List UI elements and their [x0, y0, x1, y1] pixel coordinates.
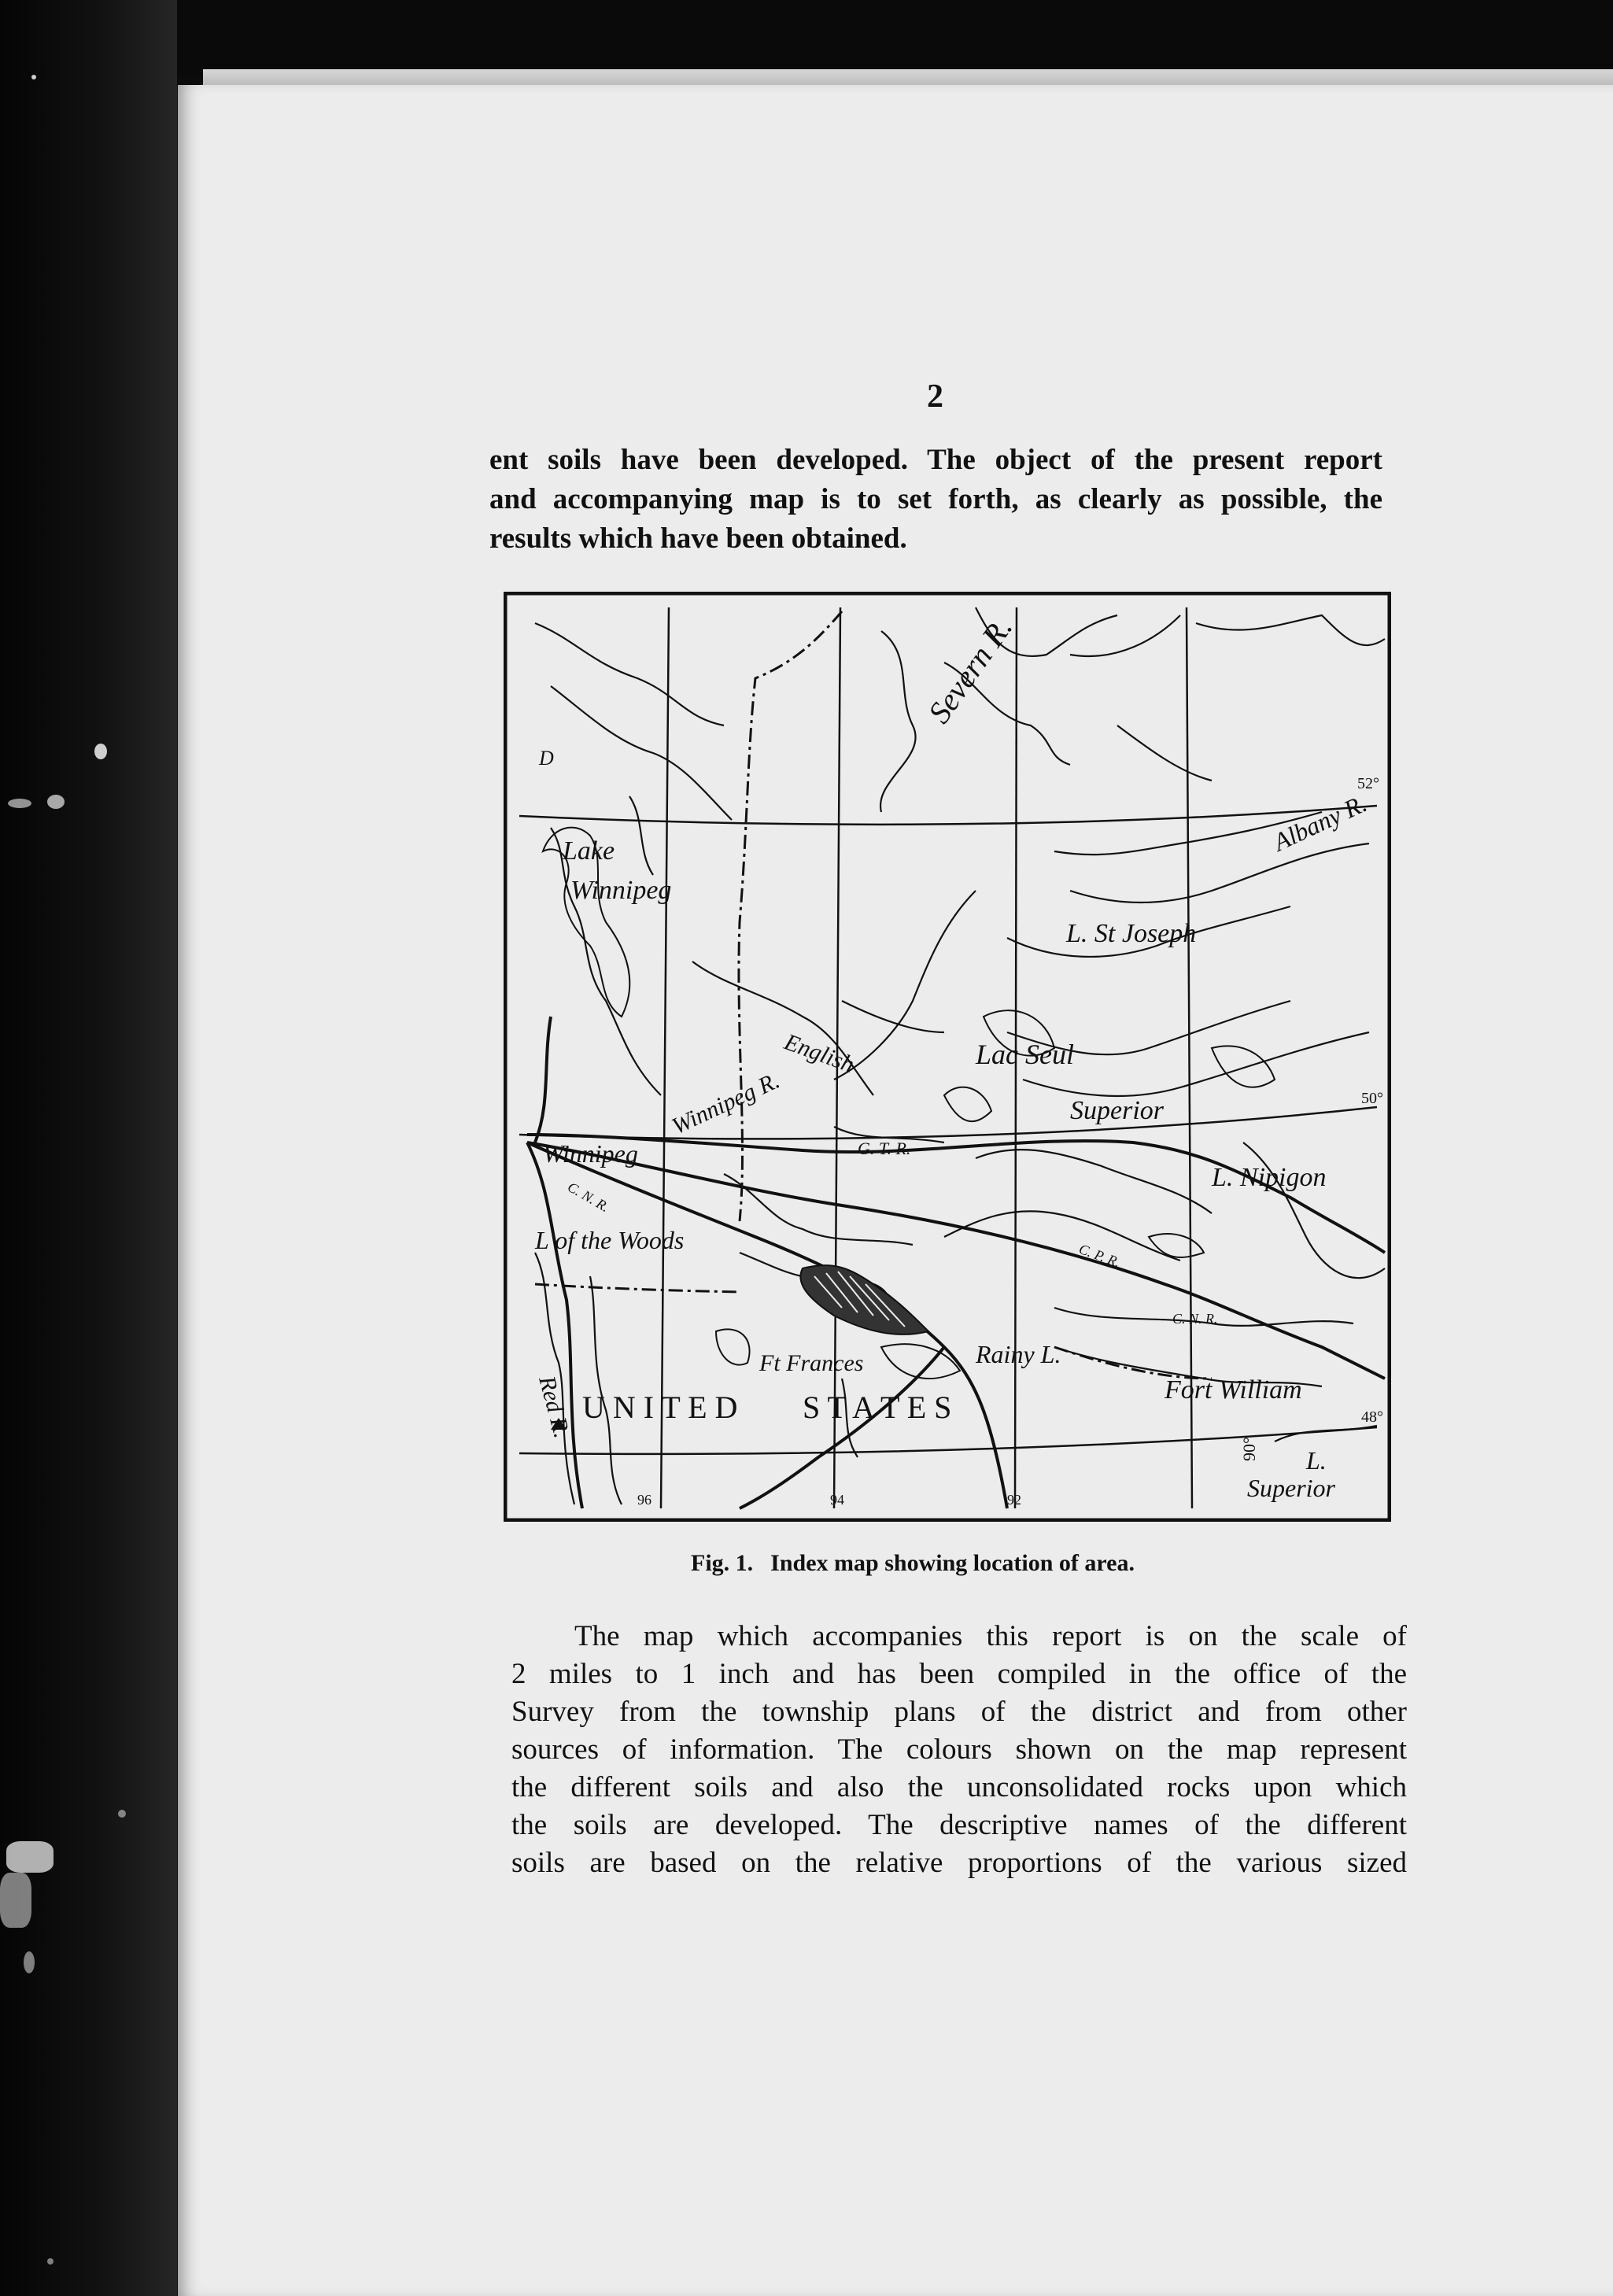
intro-line: and accompanying map is to set forth, as clearly as possible, the	[489, 483, 1382, 515]
label-fort-william: Fort William	[1165, 1375, 1302, 1405]
intro-paragraph	[489, 441, 1382, 559]
label-lake-st-joseph: L. St Joseph	[1066, 919, 1197, 948]
label-lake-nipigon: L. Nipigon	[1212, 1163, 1327, 1192]
body-line: Survey from the township plans of the district and from other	[511, 1696, 1407, 1728]
label-lac-seul: Lac Seul	[976, 1039, 1074, 1070]
label-lat-48: 48°	[1361, 1408, 1383, 1426]
page-number: 2	[927, 378, 943, 415]
dust-speck	[24, 1951, 35, 1973]
label-winnipeg-city: Winnipeg	[543, 1139, 638, 1168]
figure-caption-text: Index map showing location of area.	[770, 1550, 1135, 1576]
label-rainy-lake: Rainy L.	[976, 1340, 1061, 1368]
body-line: the soils are developed. The descriptive names of the different	[511, 1809, 1407, 1841]
body-line: the different soils and also the unconsolidated rocks upon which	[511, 1771, 1407, 1803]
label-fort-frances: Ft Frances	[759, 1350, 864, 1376]
scanner-top-band	[177, 0, 1613, 76]
dust-speck	[118, 1810, 126, 1818]
dust-speck	[6, 1841, 54, 1873]
label-superior-town: Superior	[1070, 1096, 1164, 1125]
label-lake: Lake	[563, 836, 615, 866]
label-winnipeg-lake: Winnipeg	[570, 876, 672, 905]
label-lon-90: 90°	[1239, 1437, 1259, 1461]
dust-speck	[31, 75, 36, 79]
label-l-superior: Superior	[1247, 1474, 1335, 1502]
label-lon-92: 92	[1007, 1492, 1021, 1508]
label-cnr-east: C. N. R.	[1172, 1311, 1218, 1327]
intro-line: ent soils have been developed. The object of the present report	[489, 444, 1382, 476]
index-map	[504, 592, 1391, 1522]
label-lon-96: 96	[637, 1492, 651, 1508]
label-winnipeg-river: Winnipeg R.	[668, 1067, 784, 1140]
label-lake-of-the-woods: L of the Woods	[535, 1226, 685, 1254]
body-line: soils are based on the relative proportions of the various sized	[511, 1847, 1407, 1879]
dust-speck	[47, 2258, 54, 2265]
body-line: sources of information. The colours shown on the map represent	[511, 1733, 1407, 1766]
dust-speck	[0, 1873, 31, 1928]
label-cnr-west: C. N. R.	[565, 1179, 612, 1216]
label-lat-52: 52°	[1357, 775, 1379, 792]
label-red-river: Red R.	[533, 1373, 575, 1441]
body-line: 2 miles to 1 inch and has been compiled in the office of the	[511, 1658, 1407, 1690]
label-english-river: English	[781, 1028, 858, 1078]
label-l-superior-prefix: L.	[1306, 1446, 1327, 1475]
label-lon-94: 94	[830, 1492, 844, 1508]
label-severn-river: Severn R.	[921, 610, 1020, 730]
label-lat-50: 50°	[1361, 1090, 1383, 1107]
dust-speck	[47, 795, 65, 809]
label-united: U N I T E D	[582, 1390, 738, 1425]
figure-caption	[691, 1550, 1135, 1577]
label-cpr: C. P. R.	[1076, 1240, 1123, 1271]
label-d-mark: D	[539, 747, 554, 770]
body-paragraph	[511, 1618, 1407, 1882]
dust-speck	[8, 799, 31, 808]
page-top-edge	[203, 69, 1613, 87]
body-line: The map which accompanies this report is on the scale of	[574, 1620, 1407, 1652]
label-albany-river: Albany R.	[1268, 788, 1371, 857]
intro-line: results which have been obtained.	[489, 522, 907, 555]
figure-label: Fig. 1.	[691, 1550, 754, 1576]
label-states: S T A T E S	[803, 1390, 952, 1425]
dust-speck	[94, 744, 107, 759]
label-gtr: G. T. R.	[858, 1139, 911, 1158]
